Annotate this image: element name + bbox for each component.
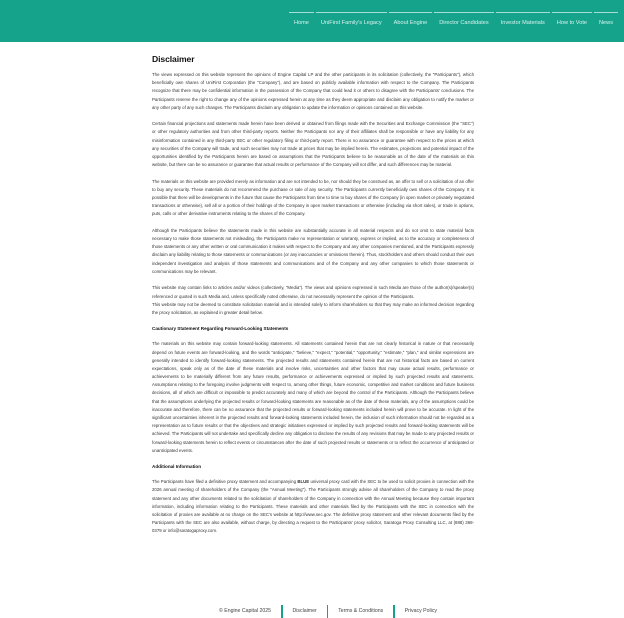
main-nav (289, 12, 618, 32)
nav-news[interactable]: News (594, 12, 618, 32)
disclaimer-content (152, 54, 474, 544)
nav-family-legacy[interactable]: UniFirst Family's Legacy (316, 12, 387, 32)
nav-director-candidates[interactable]: Director Candidates (434, 12, 493, 32)
additional-info-heading: Additional Information (152, 464, 201, 470)
nav-home[interactable]: Home (289, 12, 314, 32)
blue-card-label: BLUE (297, 479, 310, 485)
paragraph-forward-looking: The materials on this website may contain forward-looking statements. All statements contained herein that are not clearly historical in nature or that necessarily depend on future events are forward-looking, and the words "anticipate," "believe," "expect," "potential," "opportunity," "estimate," "plan," and similar expressions are generally intended to identify forward-looking statements. The projected results and statements contained herein that are not historical facts are based on current expectations, speak only as of the date of these materials and involve risks, uncertainties and other factors that may cause actual results, performance or achievements to be materially different from any future results, performance or achievements expressed or implied by such projected results and statements. Assumptions relating to the foregoing involve judgments with respect to, among other things, future economic, competitive and market conditions and future business decisions, all of which are difficult or impossible to predict accurately and many of which are beyond the control of the Participants. Although the Participants believe that the assumptions underlying the projected results or forward-looking statements are reasonable as of the date of these materials, any of the assumptions could be inaccurate and therefore, there can be no assurance that the projected results or forward-looking statements included herein will prove to be accurate. In light of the significant uncertainties inherent in the projected results and forward-looking statements included herein, the inclusion of such information should not be regarded as a representation as to future results or that the objectives and strategic initiatives expressed or implied by such projected results and forward-looking statements will be achieved. The Participants will not undertake and specifically decline any obligation to disclose the results of any revisions that may be made to any projected results or forward-looking statements herein to reflect events or circumstances after the date of such projected results or statements or to reflect the occurrence of anticipated or unanticipated events. (152, 341, 474, 453)
paragraph-opinions: The views expressed on this website represent the opinions of Engine Capital LP and the other participants in its solicitation (collectively, the "Participants"), which beneficially own shares of UniFirst Corporation (the "Company"), and are based on publicly available information with respect to the Company. The Participants recognize that there may be confidential information in the possession of the Company that could lead it or others to disagree with the Participants' conclusions. The Participants reserve the right to change any of the opinions expressed herein at any time as they deem appropriate and disclaim any obligation to notify the market or any other party of any such changes. The Participants disclaim any obligation to update the information or opinions contained on this website. (152, 72, 474, 110)
paragraph-additional-info (152, 478, 474, 535)
nav-about-engine[interactable]: About Engine (389, 12, 433, 32)
nav-how-to-vote[interactable]: How to Vote (552, 12, 592, 32)
media-text: This website may contain links to articles and/or videos (collectively, "Media"). The views and opinions expressed in such Media are those of the author(s)/speaker(s) referenced or quoted in such Media and, unless specifically noted otherwise, do not necessarily represent the opinion of the Participants. (152, 285, 474, 299)
site-header (0, 0, 624, 42)
footer-link-terms[interactable]: Terms & Conditions (338, 608, 384, 614)
page-title: Disclaimer (152, 54, 195, 64)
footer-divider (281, 605, 283, 618)
solicitation-text: This website may not be deemed to constitute solicitation material and is intended solely to inform shareholders so that they may make an informed decision regarding the proxy solicitation, as explained in greater detail below. (152, 301, 474, 315)
footer-divider (327, 605, 329, 618)
additional-text-post: universal proxy card with the SEC to be used to solicit proxies in connection with the 2026 annual meeting of shareholders of the Company (the "Annual Meeting"). The Participants strongly advise all shareholders of the Company to read the proxy statement and any other documents related to the solicitation of shareholders of the Company in connection with the Annual Meeting because they contain important information, including information relating to the Participants. These materials and other materials filed by the Participants with the SEC in connection with the solicitation of proxies are available at no charge on the SEC's website at http://www.sec.gov. The definitive proxy statement and other relevant documents filed by the Participants with the SEC are also available, without charge, by directing a request to the Participants' proxy solicitor, Saratoga Proxy Consulting LLC, at (888) 368-0379 or info@saratogaproxy.com. (152, 479, 474, 534)
paragraph-projections: Certain financial projections and statements made herein have been derived or obtained from filings made with the Securities and Exchange Commission (the "SEC") or other regulatory authorities and from other third-party reports. Neither the Participants nor any of their affiliates shall be responsible or have any liability for any misinformation contained in any third-party SEC or other regulatory filing or third-party report. There is no assurance or guarantee with respect to the prices at which any securities of the Company will trade, and such securities may not trade at prices that may be implied herein. The estimates, projections and potential impact of the opportunities identified by the Participants herein are based on assumptions that the Participants believe to be reasonable as of the date of the materials on this website, but there can be no assurance or guarantee that actual results or performance of the Company will not differ, and such differences may be material. (152, 121, 474, 168)
additional-text-pre: The Participants have filed a definitive proxy statement and accompanying (152, 479, 298, 485)
copyright: © Engine Capital 2025 (219, 608, 271, 614)
site-footer (219, 604, 437, 618)
forward-looking-heading: Cautionary Statement Regarding Forward-Looking Statements (152, 326, 289, 332)
paragraph-no-offer: The materials on this website are provided merely as information and are not intended to be, nor should they be construed as, an offer to sell or a solicitation of an offer to buy any security. These materials do not recommend the purchase or sale of any security. The Participants currently beneficially own shares of the Company. It is possible that there will be developments in the future that cause the Participants from time to time to buy shares of the Company (in open market or privately negotiated transactions or otherwise), sell all or a portion of their holdings of the Company in open market transactions or otherwise (including via short sales), or trade in options, puts, calls or other derivative instruments relating to the shares of the Company. (152, 178, 474, 217)
paragraph-accuracy: Although the Participants believe the statements made in this website are substantially accurate in all material respects and do not omit to state material facts necessary to make those statements not misleading, the Participants make no representation or warranty, express or implied, as to the accuracy or completeness of those statements or any other written or oral communication it makes with respect to the Company and any other companies mentioned, and the Participants expressly disclaim any liability relating to those statements or communications (or any inaccuracies or omissions therein). Thus, stockholders and others should conduct their own independent investigation and analysis of those statements and communications and of the Company and any other companies to which those statements or communications may be relevant. (152, 227, 474, 274)
footer-divider (393, 605, 395, 618)
paragraph-media (152, 284, 474, 317)
footer-link-privacy[interactable]: Privacy Policy (404, 608, 437, 614)
footer-link-disclaimer[interactable]: Disclaimer (292, 608, 317, 614)
nav-investor-materials[interactable]: Investor Materials (496, 12, 550, 32)
